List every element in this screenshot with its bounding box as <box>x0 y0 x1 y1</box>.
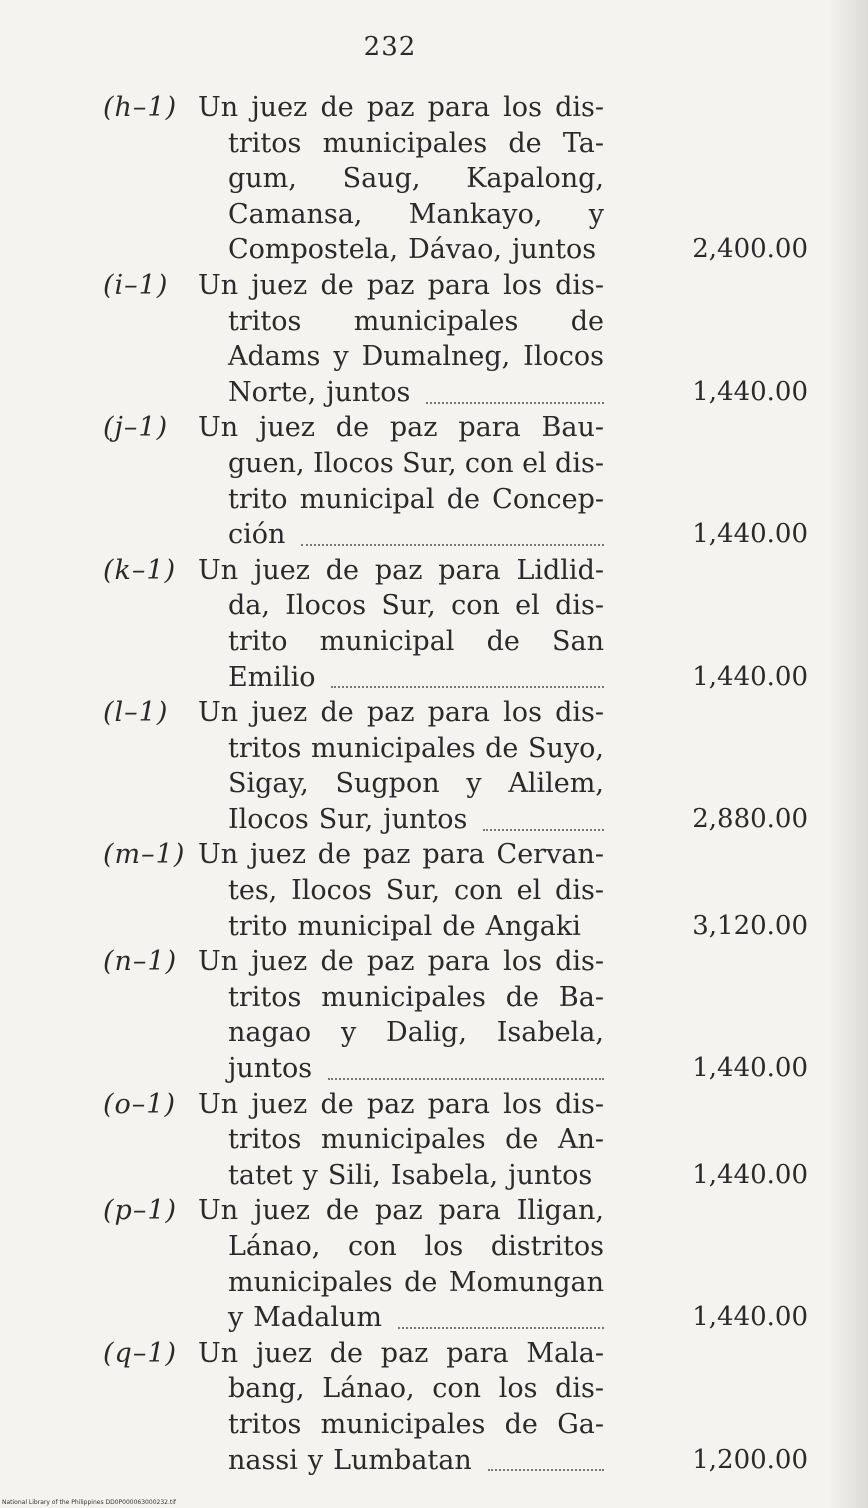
word: y <box>228 1302 244 1334</box>
word: y <box>307 1444 324 1476</box>
entry-line <box>0 588 868 624</box>
entry-line <box>0 1051 868 1087</box>
word: el <box>522 447 547 479</box>
word: paz <box>362 839 411 871</box>
word: Un <box>198 1088 239 1120</box>
word: Kapalong, <box>466 163 604 195</box>
word: Un <box>198 1195 239 1227</box>
word: ción <box>228 519 286 551</box>
word: de <box>320 1088 354 1120</box>
entry-line <box>0 197 868 233</box>
word: Isabela, <box>390 1159 499 1191</box>
entry-amount: 1,440.00 <box>692 376 808 407</box>
entry-label: (q–1) <box>103 1337 178 1369</box>
word: los <box>503 697 542 729</box>
word: para <box>427 697 491 729</box>
word: Sur, <box>385 875 441 907</box>
entry-line <box>0 731 868 767</box>
word: para <box>422 839 485 871</box>
entry-line <box>0 553 868 589</box>
entry-line <box>0 268 868 304</box>
entry-line <box>0 1122 868 1158</box>
word: con <box>464 447 514 479</box>
word: juez <box>251 946 308 978</box>
word: de <box>505 1124 539 1156</box>
word: para <box>446 1337 509 1369</box>
word: y <box>340 1017 357 1049</box>
word: Angaki <box>485 910 581 942</box>
word: tritos <box>228 981 302 1013</box>
word: de <box>329 1337 363 1369</box>
entry-amount: 3,120.00 <box>692 910 808 941</box>
entry-text <box>228 1122 604 1158</box>
entry-line <box>0 1087 868 1123</box>
appropriation-entry <box>0 553 868 695</box>
word: y <box>333 341 349 373</box>
word: tritos <box>228 1408 302 1440</box>
word: juez <box>253 554 310 586</box>
word: Isabela, <box>496 1017 604 1049</box>
entry-line <box>0 1265 868 1301</box>
word: An- <box>557 1124 604 1156</box>
dot-leader <box>328 1072 604 1080</box>
word: Ta- <box>562 127 604 159</box>
entry-line <box>0 1443 868 1479</box>
entry-text <box>228 446 604 482</box>
word: municipal <box>319 625 455 657</box>
entry-line <box>0 1015 868 1051</box>
entry-text <box>228 1443 604 1479</box>
word: distritos <box>490 1231 604 1262</box>
word: juntos <box>326 376 411 408</box>
word: paz <box>389 412 438 444</box>
word: juez <box>255 1337 312 1369</box>
word: de <box>505 981 540 1013</box>
word: para <box>427 269 491 301</box>
word: bang, <box>228 1373 305 1405</box>
word: con <box>453 875 503 907</box>
entry-line <box>0 695 868 731</box>
entry-line <box>0 909 868 945</box>
word: Concep- <box>492 483 604 515</box>
entry-text <box>198 837 604 873</box>
entry-line <box>0 1300 868 1336</box>
word: de <box>508 127 542 159</box>
word: tes, <box>228 875 278 907</box>
word: dis- <box>555 946 604 978</box>
word: municipales <box>310 732 476 764</box>
word: paz <box>366 946 415 978</box>
entry-text <box>198 553 604 589</box>
word: dis- <box>555 1088 604 1120</box>
entry-text <box>228 197 604 233</box>
entry-amount: 1,440.00 <box>692 519 808 550</box>
word: juez <box>251 269 308 301</box>
entry-text <box>228 1407 604 1443</box>
appropriation-entry <box>0 268 868 410</box>
entry-label: (p–1) <box>103 1195 178 1227</box>
word: Ilocos <box>285 590 367 622</box>
word: Norte, <box>228 376 317 408</box>
word: con <box>348 1231 397 1262</box>
entry-text <box>228 1158 604 1194</box>
word: para <box>427 946 491 978</box>
word: Sugpon <box>335 768 440 800</box>
entry-label: (m–1) <box>103 839 186 871</box>
entry-line <box>0 232 868 268</box>
word: nassi <box>228 1444 298 1476</box>
appropriation-entry <box>0 1336 868 1478</box>
appropriation-entry <box>0 1193 868 1335</box>
entry-amount: 1,440.00 <box>692 1302 808 1333</box>
word: de <box>317 839 352 871</box>
entry-text <box>228 126 604 162</box>
entry-text <box>228 304 604 340</box>
entry-line <box>0 482 868 518</box>
entries-list <box>0 90 868 1478</box>
word: dis- <box>555 697 604 729</box>
word: tritos <box>228 732 302 764</box>
entry-text <box>228 1015 604 1051</box>
entry-text <box>228 1300 604 1336</box>
word: municipales <box>322 127 488 159</box>
word: tatet <box>228 1159 293 1191</box>
word: Dumalneg, <box>361 341 511 373</box>
word: Lumbatan <box>333 1444 472 1476</box>
entry-text <box>228 1229 604 1265</box>
entry-text <box>228 873 604 909</box>
word: juez <box>251 697 308 729</box>
word: juntos <box>383 803 468 835</box>
entry-label: (i–1) <box>103 269 169 301</box>
entry-line <box>0 766 868 802</box>
entry-text <box>228 588 604 624</box>
entry-line <box>0 660 868 696</box>
word: Sur, <box>402 447 457 479</box>
word: de <box>325 554 360 586</box>
word: Ilocos <box>312 447 394 479</box>
word: de <box>320 697 354 729</box>
word: el <box>516 875 542 907</box>
entry-line <box>0 90 868 126</box>
word: Emilio <box>228 661 316 693</box>
word: San <box>551 625 604 657</box>
word: los <box>498 1373 538 1405</box>
word: municipales <box>353 305 519 337</box>
word: juntos <box>512 234 597 266</box>
word: Madalum <box>253 1302 383 1334</box>
entry-line <box>0 802 868 838</box>
appropriation-entry <box>0 944 868 1086</box>
entry-line <box>0 1336 868 1372</box>
word: paz <box>366 269 415 301</box>
entry-line <box>0 161 868 197</box>
word: Bau- <box>541 412 604 444</box>
dot-leader <box>301 538 604 546</box>
word: los <box>503 946 542 978</box>
page-number: 232 <box>363 32 417 62</box>
word: Lánao, <box>322 1373 415 1405</box>
word: tritos <box>228 127 302 159</box>
word: Ga- <box>557 1408 604 1440</box>
word: tritos <box>228 1124 302 1156</box>
entry-line <box>0 446 868 482</box>
word: municipal <box>299 483 435 515</box>
dot-leader <box>331 680 604 688</box>
entry-line <box>0 339 868 375</box>
entry-text <box>228 766 604 802</box>
word: juez <box>258 412 315 444</box>
entry-text <box>198 1336 604 1372</box>
entry-line <box>0 624 868 660</box>
entry-label: (h–1) <box>103 92 178 123</box>
entry-line <box>0 517 868 553</box>
word: Saug, <box>342 163 421 195</box>
word: de <box>320 269 354 301</box>
word: municipales <box>320 1124 486 1156</box>
entry-text <box>198 695 604 731</box>
word: para <box>438 1195 501 1227</box>
word: Ilocos <box>291 875 372 907</box>
entry-amount: 2,880.00 <box>692 803 808 834</box>
word: Un <box>198 1337 239 1369</box>
word: dis- <box>555 1373 604 1405</box>
word: Ilocos <box>523 341 604 373</box>
word: los <box>503 1088 542 1120</box>
entry-amount: 1,440.00 <box>692 1053 808 1084</box>
word: Momungan <box>448 1266 604 1298</box>
word: de <box>320 946 354 978</box>
word: para <box>438 554 501 586</box>
word: paz <box>374 554 423 586</box>
word: con <box>451 590 500 622</box>
word: municipal <box>297 910 433 942</box>
word: Dávao, <box>408 234 502 266</box>
word: Camansa, <box>228 198 363 230</box>
word: los <box>503 92 542 123</box>
entry-text <box>198 1087 604 1123</box>
entry-line <box>0 1229 868 1265</box>
appropriation-entry <box>0 837 868 944</box>
dot-leader <box>488 1463 604 1471</box>
word: Adams <box>228 341 321 373</box>
entry-text <box>228 802 604 838</box>
entry-text <box>228 1265 604 1301</box>
word: municipales <box>228 1266 393 1298</box>
word: Compostela, <box>228 234 399 266</box>
word: de <box>335 412 370 444</box>
word: Alilem, <box>508 768 604 800</box>
word: nagao <box>228 1017 312 1049</box>
entry-text <box>228 517 604 553</box>
entry-text <box>228 482 604 518</box>
word: de <box>325 1195 360 1227</box>
appropriation-entry <box>0 90 868 268</box>
word: municipales <box>321 981 486 1013</box>
word: paz <box>366 1088 415 1120</box>
entry-amount: 2,400.00 <box>692 234 808 265</box>
word: de <box>446 483 480 515</box>
word: de <box>320 92 354 123</box>
word: Sur, <box>318 803 374 835</box>
entry-text <box>228 660 604 696</box>
word: Un <box>198 839 239 871</box>
entry-label: (j–1) <box>103 412 169 444</box>
word: con <box>432 1373 482 1405</box>
entry-text <box>198 410 604 446</box>
entry-text <box>198 1193 604 1229</box>
word: Ba- <box>558 981 604 1013</box>
word: Un <box>198 92 239 123</box>
entry-text <box>228 375 604 411</box>
word: Dalig, <box>386 1017 467 1049</box>
entry-amount: 1,440.00 <box>692 1159 808 1190</box>
entry-line <box>0 980 868 1016</box>
word: Un <box>198 412 239 444</box>
word: los <box>503 269 542 301</box>
scan-footer: National Library of the Philippines DD0P000063000232.tif <box>2 1499 176 1506</box>
entry-line <box>0 873 868 909</box>
word: Sili, <box>327 1159 381 1191</box>
entry-text <box>228 161 604 197</box>
word: Suyo, <box>527 732 604 764</box>
entry-amount: 1,440.00 <box>692 661 808 692</box>
word: de <box>442 910 476 942</box>
word: Un <box>198 946 239 978</box>
entry-text <box>228 980 604 1016</box>
word: Lidlid- <box>516 554 604 586</box>
word: trito <box>228 625 288 657</box>
entry-text <box>198 944 604 980</box>
word: dis- <box>555 447 604 479</box>
entry-line <box>0 126 868 162</box>
word: de <box>570 305 604 337</box>
word: Un <box>198 554 239 586</box>
word: Sigay, <box>228 768 309 800</box>
word: de <box>504 1408 538 1440</box>
word: Un <box>198 269 239 301</box>
entry-text <box>228 909 604 945</box>
word: juntos <box>228 1053 313 1085</box>
entry-amount: 1,200.00 <box>692 1444 808 1475</box>
word: gum, <box>228 163 297 195</box>
entry-text <box>228 624 604 660</box>
entry-text <box>198 268 604 304</box>
word: de <box>485 732 519 764</box>
entry-line <box>0 375 868 411</box>
entry-text <box>198 90 604 126</box>
entry-label: (l–1) <box>103 697 169 729</box>
word: dis- <box>555 92 604 123</box>
word: da, <box>228 590 270 622</box>
word: de <box>404 1266 438 1298</box>
word: Cervan- <box>496 839 604 871</box>
entry-label: (k–1) <box>103 554 177 586</box>
word: dis- <box>555 590 604 622</box>
word: tritos <box>228 305 302 337</box>
word: dis- <box>555 269 604 301</box>
appropriation-entry <box>0 1087 868 1194</box>
word: juez <box>254 1195 310 1227</box>
word: paz <box>366 697 415 729</box>
entry-line <box>0 944 868 980</box>
entry-line <box>0 1407 868 1443</box>
word: trito <box>228 483 288 515</box>
dot-leader <box>398 1321 604 1329</box>
entry-line <box>0 1371 868 1407</box>
entry-text <box>228 232 604 268</box>
word: paz <box>366 92 415 123</box>
word: Iligan, <box>516 1195 604 1227</box>
word: el <box>515 590 540 622</box>
entry-line <box>0 837 868 873</box>
word: municipales <box>320 1408 486 1440</box>
entry-line <box>0 1158 868 1194</box>
word: Mankayo, <box>408 198 543 230</box>
word: los <box>424 1231 464 1262</box>
word: y <box>588 198 604 230</box>
entry-line <box>0 304 868 340</box>
word: dis- <box>555 875 604 907</box>
entry-text <box>228 731 604 767</box>
word: para <box>458 412 521 444</box>
word: para <box>427 92 491 123</box>
word: juez <box>251 1088 308 1120</box>
entry-line <box>0 1193 868 1229</box>
dot-leader <box>426 396 604 404</box>
word: Lánao, <box>228 1231 321 1262</box>
word: trito <box>228 910 288 942</box>
word: paz <box>374 1195 423 1227</box>
entry-label: (o–1) <box>103 1088 177 1120</box>
appropriation-entry <box>0 410 868 552</box>
word: para <box>427 1088 491 1120</box>
entry-text <box>228 1371 604 1407</box>
word: juez <box>249 839 306 871</box>
word: guen, <box>228 447 305 479</box>
word: de <box>486 625 520 657</box>
entry-line <box>0 410 868 446</box>
dot-leader <box>483 823 604 831</box>
word: juez <box>251 92 308 123</box>
word: Un <box>198 697 239 729</box>
word: Mala- <box>526 1337 604 1369</box>
entry-text <box>228 1051 604 1087</box>
word: Ilocos <box>228 803 309 835</box>
word: paz <box>380 1337 429 1369</box>
appropriation-entry <box>0 695 868 837</box>
word: y <box>466 768 482 800</box>
entry-text <box>228 339 604 375</box>
word: y <box>302 1159 318 1191</box>
entry-label: (n–1) <box>103 946 178 978</box>
word: Sur, <box>381 590 436 622</box>
word: juntos <box>508 1159 593 1191</box>
